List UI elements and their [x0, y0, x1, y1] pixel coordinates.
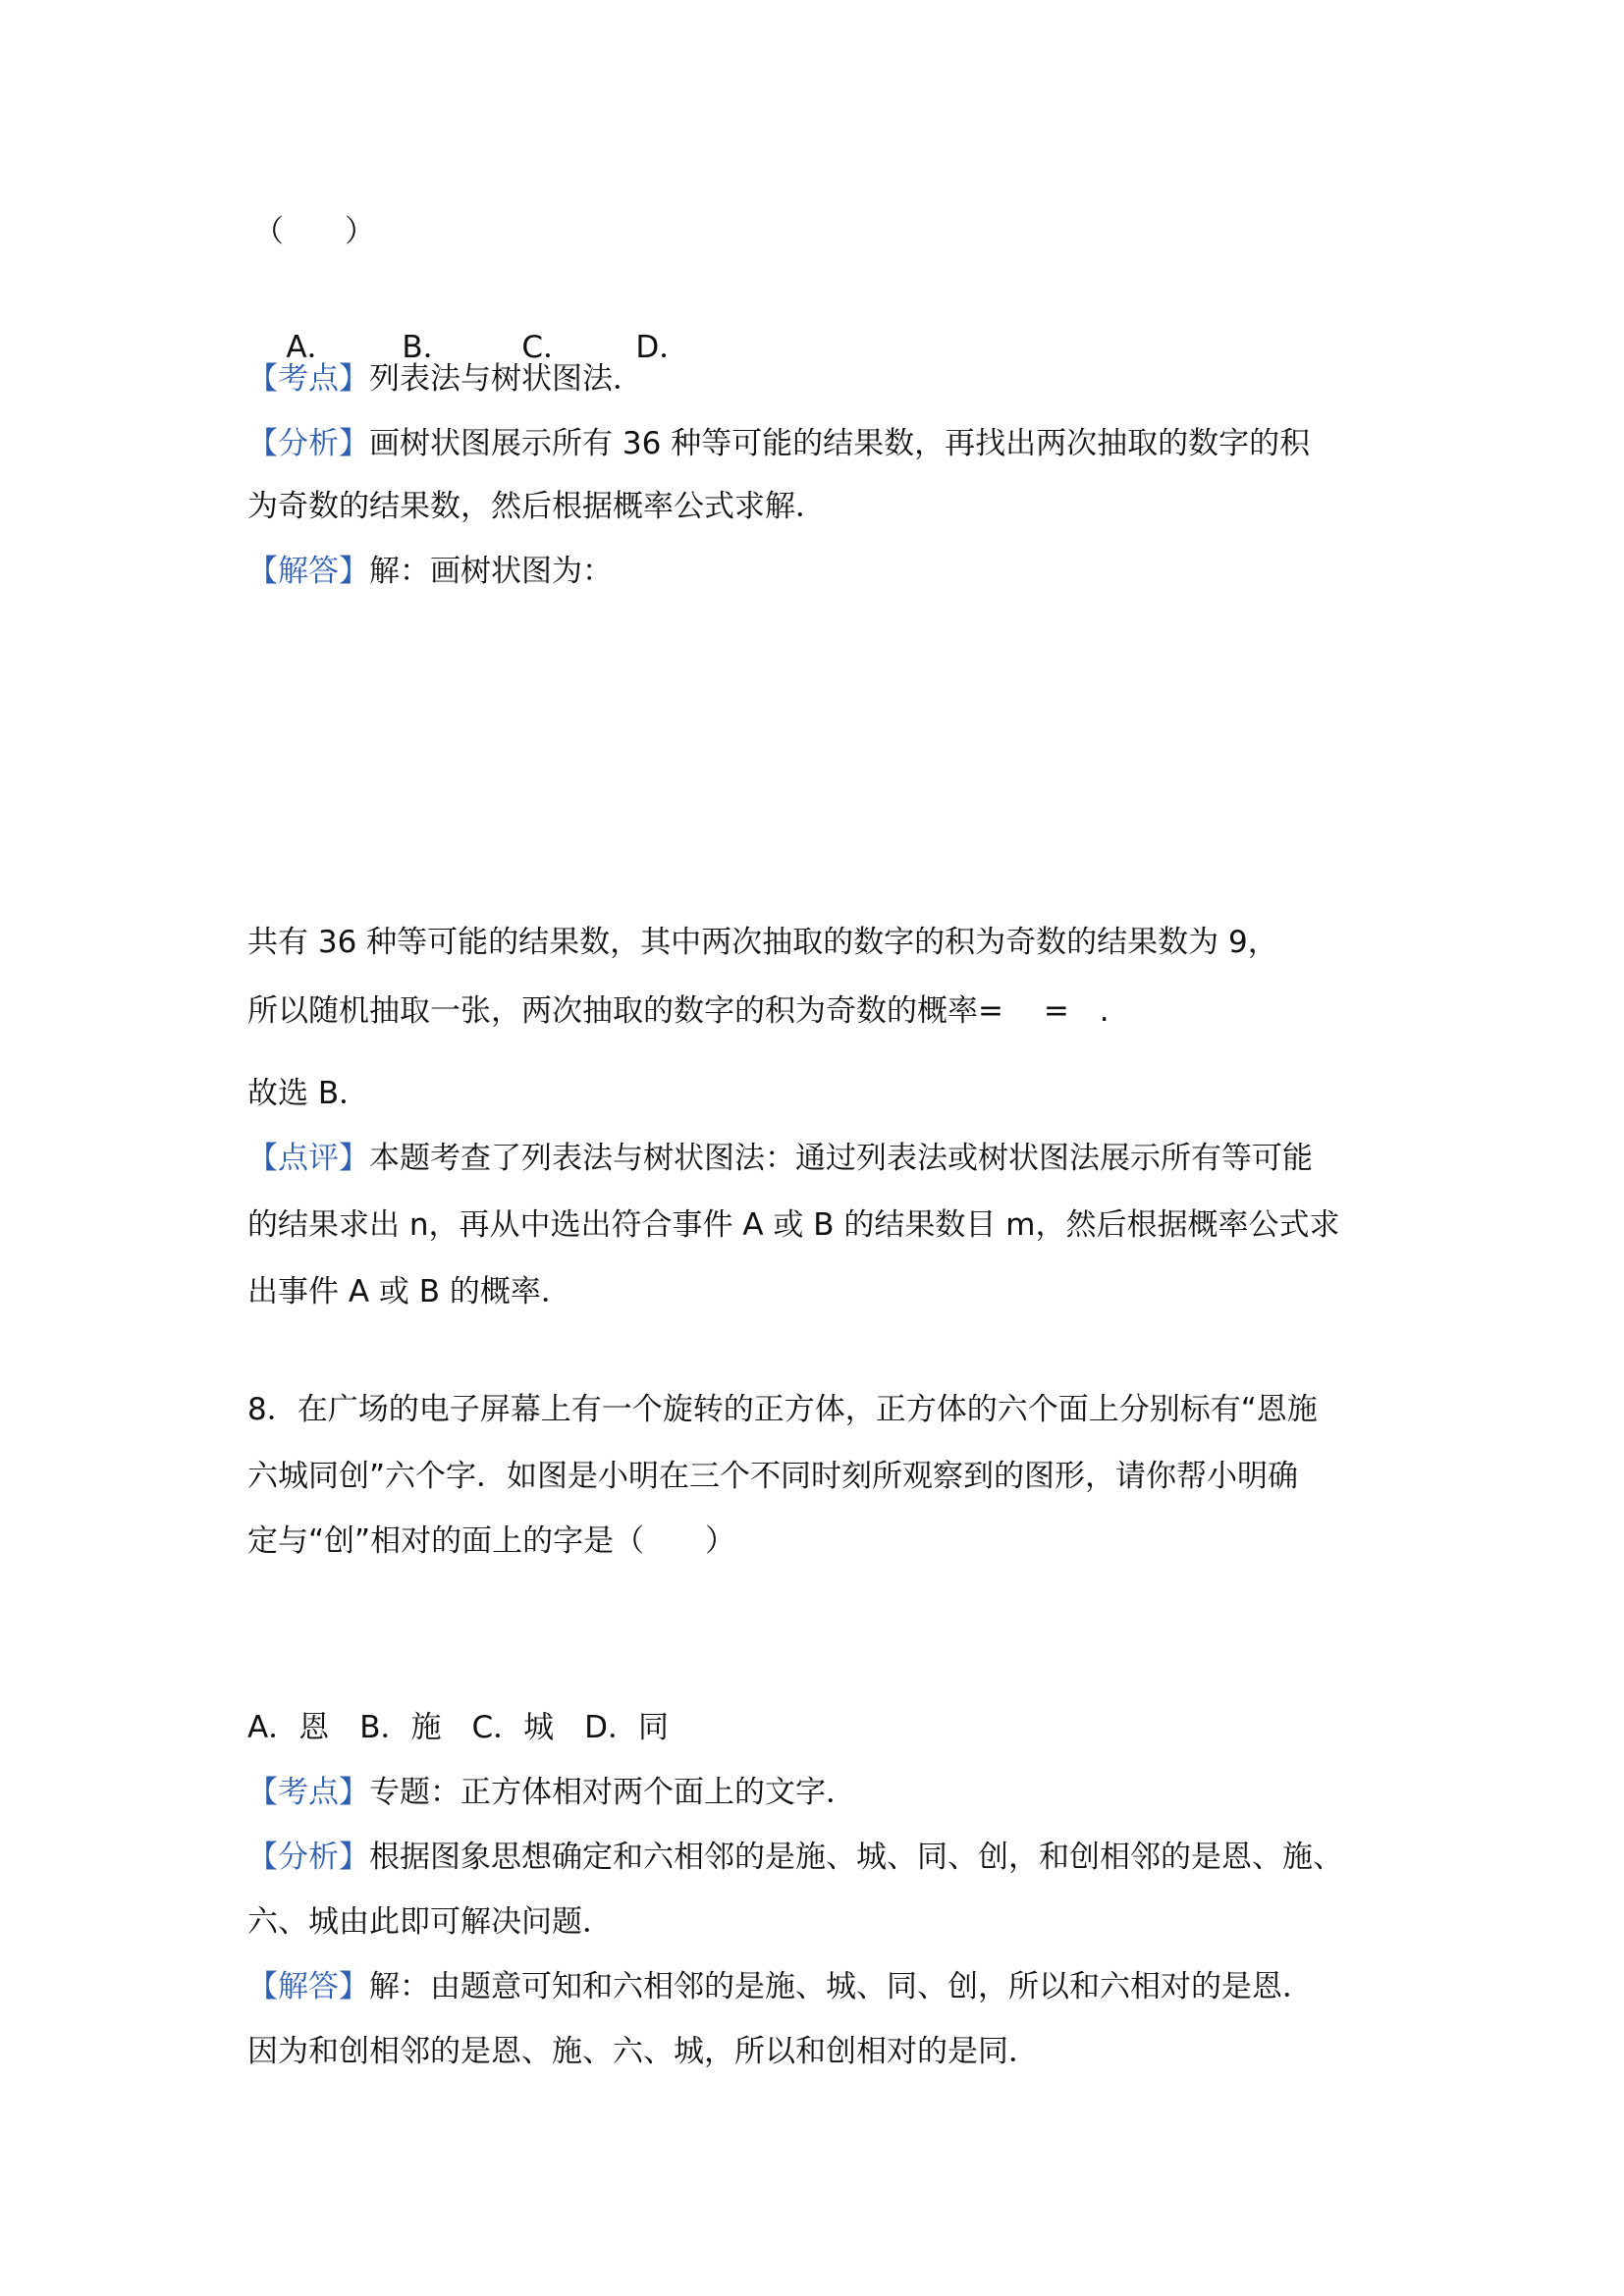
fenxi-tag: 【分析】: [247, 426, 369, 461]
q7-option-d: D．: [635, 330, 690, 365]
tree-diagram-placeholder: [247, 609, 1377, 903]
q7-dianping: [247, 1139, 1313, 1178]
fenxi-tag: 【分析】: [247, 1840, 369, 1875]
q8-stem-line1: 8．在广场的电子屏幕上有一个旋转的正方体，正方体的六个面上分别标有“恩施: [247, 1392, 1318, 1427]
q8-jieda: [247, 1967, 1313, 2006]
q8-stem-line3: 定与“创”相对的面上的字是（ ）: [247, 1523, 736, 1559]
q7-option-a: A．: [286, 330, 338, 365]
q7-solution-line2: 所以随机抽取一张，两次抽取的数字的积为奇数的概率= = .: [247, 993, 1110, 1029]
q7-jieda: [247, 552, 613, 591]
q7-dianping-line2: 的结果求出 n，再从中选出符合事件 A 或 B 的结果数目 m，然后根据概率公式求: [247, 1207, 1340, 1243]
dianping-tag: 【点评】: [247, 1141, 369, 1176]
q8-fenxi-line2: 六、城由此即可解决问题．: [247, 1904, 613, 1940]
dianping-text-line1: 本题考查了列表法与树状图法：通过列表法或树状图法展示所有等可能: [369, 1141, 1313, 1176]
q7-option-b: B．: [402, 330, 454, 365]
jieda-text: 解：画树状图为：: [369, 554, 613, 589]
jieda-tag: 【解答】: [247, 554, 369, 589]
q7-solution-line3: 故选 B．: [247, 1076, 370, 1111]
cube-figure-placeholder: [247, 1571, 1377, 1688]
fenxi-text-line1: 画树状图展示所有 36 种等可能的结果数，再找出两次抽取的数字的积: [369, 426, 1311, 461]
q7-solution-line1: 共有 36 种等可能的结果数，其中两次抽取的数字的积为奇数的结果数为 9，: [247, 925, 1278, 960]
jieda-text-line1: 解：由题意可知和六相邻的是施、城、同、创，所以和六相对的是恩．: [369, 1969, 1313, 2004]
kaodian-text: 列表法与树状图法．: [369, 361, 643, 397]
q7-fenxi-line2: 为奇数的结果数，然后根据概率公式求解．: [247, 489, 826, 524]
q8-jieda-line2: 因为和创相邻的是恩、施、六、城，所以和创相对的是同．: [247, 2034, 1039, 2069]
q7-kaodian: [247, 359, 643, 399]
kaodian-tag: 【考点】: [247, 361, 369, 397]
q7-option-c: C．: [521, 330, 574, 365]
kaodian-text: 专题：正方体相对两个面上的文字．: [369, 1775, 856, 1810]
kaodian-tag: 【考点】: [247, 1775, 369, 1810]
q7-fenxi: [247, 424, 1310, 463]
q7-answer-paren: （ ）: [253, 214, 375, 249]
q8-kaodian: [247, 1773, 856, 1812]
jieda-tag: 【解答】: [247, 1969, 369, 2004]
q7-dianping-line3: 出事件 A 或 B 的概率．: [247, 1274, 571, 1309]
q8-fenxi: [247, 1838, 1343, 1877]
fenxi-text-line1: 根据图象思想确定和六相邻的是施、城、同、创，和创相邻的是恩、施、: [369, 1840, 1343, 1875]
q8-stem-line2: 六城同创”六个字．如图是小明在三个不同时刻所观察到的图形，请你帮小明确: [247, 1459, 1299, 1494]
q8-options: A．恩 B．施 C．城 D．同: [247, 1710, 669, 1745]
